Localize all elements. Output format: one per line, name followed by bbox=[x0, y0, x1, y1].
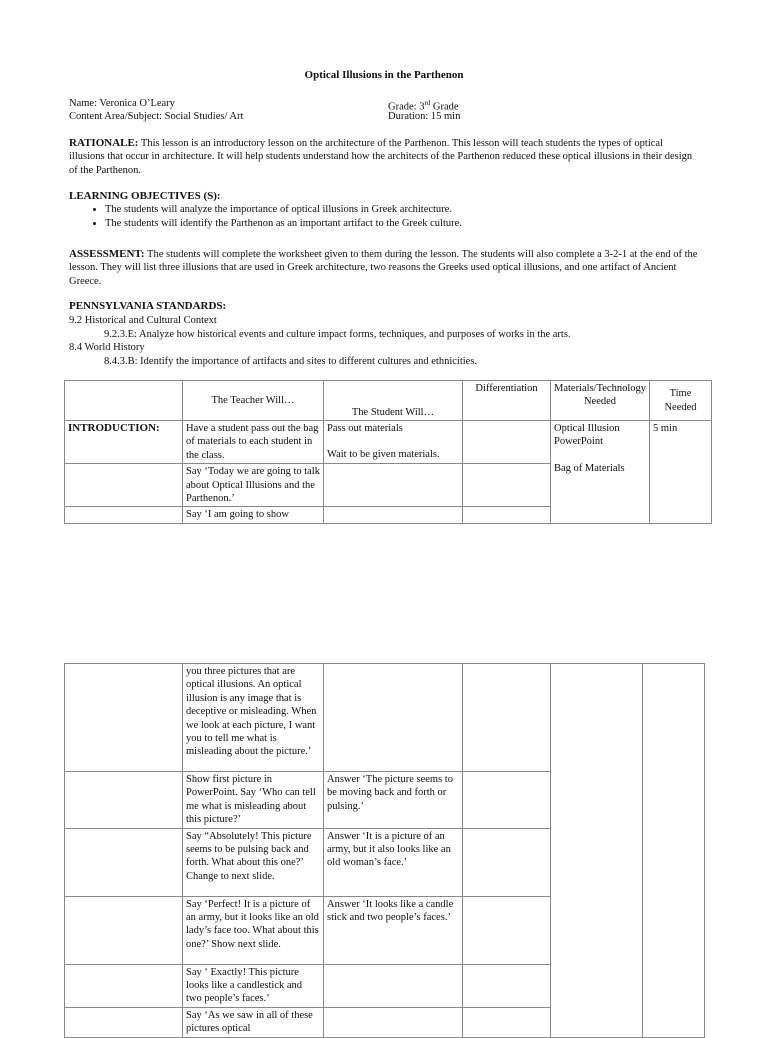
teacher-cell: Say “Absolutely! This picture seems to be pulsing back and forth. What about this one?’ Change to next slide. bbox=[183, 828, 324, 896]
empty-cell bbox=[65, 464, 183, 507]
header-empty bbox=[65, 381, 183, 421]
teacher-cell: Say ‘ Exactly! This picture looks like a candlestick and two people’s faces.’ bbox=[183, 964, 324, 1007]
differentiation-cell bbox=[463, 664, 551, 772]
student-cell: Answer ‘It is a picture of an army, but it also looks like an old woman’s face.’ bbox=[324, 828, 463, 896]
time-cell: 5 min bbox=[650, 421, 712, 524]
teacher-cell: Say ‘Today we are going to talk about Optical Illusions and the Parthenon.’ bbox=[183, 464, 324, 507]
table-header-row bbox=[65, 381, 712, 421]
rationale-heading: RATIONALE: bbox=[69, 137, 139, 149]
materials-cell bbox=[551, 421, 650, 524]
table-row bbox=[65, 421, 712, 464]
empty-cell bbox=[65, 664, 183, 772]
objective-item: • The students will analyze the importance of optical illusions in Greek architecture. bbox=[105, 203, 701, 217]
header-student: The Student Will… bbox=[324, 381, 463, 421]
materials-text: Bag of Materials bbox=[554, 462, 625, 474]
standard-line: 9.2.3.E: Analyze how historical events and culture impact forms, techniques, and purposes of works in the arts. bbox=[104, 329, 571, 340]
content-area-line: Content Area/Subject: Social Studies/ Art bbox=[69, 111, 244, 122]
teacher-cell: you three pictures that are optical illusions. An optical illusion is any image that is deceptive or misleading. When we look at each picture, I want you to tell me what is misleading about the picture.’ bbox=[183, 664, 324, 772]
grade-prefix: Grade: 3 bbox=[388, 101, 425, 113]
assessment-section bbox=[69, 248, 701, 288]
differentiation-cell bbox=[463, 772, 551, 829]
rationale-text: This lesson is an introductory lesson on the architecture of the Parthenon. This lesson will teach students the types of optical illusions that occur in architecture. It will help students understand how the architects of the Parthenon reduced these optical illusions in their design of the Parthenon. bbox=[69, 138, 693, 176]
student-text: Wait to be given materials. bbox=[327, 449, 440, 461]
empty-cell bbox=[65, 772, 183, 829]
lesson-plan-table-continued bbox=[64, 663, 705, 1038]
student-cell bbox=[324, 1007, 463, 1037]
empty-cell bbox=[65, 896, 183, 964]
header-differentiation: Differentiation bbox=[463, 381, 551, 421]
student-cell: Answer ‘It looks like a candle stick and two people’s faces.’ bbox=[324, 896, 463, 964]
differentiation-cell bbox=[463, 1007, 551, 1037]
objective-item: • The students will identify the Parthenon as an important artifact to the Greek culture. bbox=[105, 217, 701, 231]
introduction-label: INTRODUCTION: bbox=[65, 421, 183, 464]
materials-text: Optical Illusion PowerPoint bbox=[554, 423, 620, 448]
lesson-plan-table bbox=[64, 380, 712, 524]
materials-cell bbox=[551, 664, 643, 1038]
grade-suffix: Grade bbox=[430, 101, 459, 113]
differentiation-cell bbox=[463, 896, 551, 964]
grade-superscript: rd bbox=[424, 99, 431, 107]
student-cell bbox=[324, 464, 463, 507]
teacher-cell: Say ‘As we saw in all of these pictures optical bbox=[183, 1007, 324, 1037]
student-cell bbox=[324, 421, 463, 464]
duration-line: Duration: 15 min bbox=[388, 111, 461, 122]
objectives-heading: LEARNING OBJECTIVES (S): bbox=[69, 190, 221, 202]
name-line: Name: Veronica O’Leary bbox=[69, 98, 175, 109]
differentiation-cell bbox=[463, 828, 551, 896]
student-cell bbox=[324, 664, 463, 772]
teacher-cell: Say ‘Perfect! It is a picture of an army, but it looks like an old lady’s face too. What about this one?’ Show next slide. bbox=[183, 896, 324, 964]
teacher-cell: Say ‘I am going to show bbox=[183, 507, 324, 523]
empty-cell bbox=[65, 507, 183, 523]
standard-line: 9.2 Historical and Cultural Context bbox=[69, 315, 217, 326]
document-title: Optical Illusions in the Parthenon bbox=[304, 69, 464, 81]
assessment-heading: ASSESSMENT: bbox=[69, 248, 145, 260]
teacher-cell: Show first picture in PowerPoint. Say ‘Who can tell me what is misleading about this picture?’ bbox=[183, 772, 324, 829]
student-cell bbox=[324, 507, 463, 523]
header-materials: Materials/Technology Needed bbox=[551, 381, 650, 421]
objectives-list bbox=[69, 203, 701, 230]
time-cell bbox=[643, 664, 705, 1038]
standard-line: 8.4 World History bbox=[69, 342, 145, 353]
empty-cell bbox=[65, 1007, 183, 1037]
student-cell bbox=[324, 964, 463, 1007]
differentiation-cell bbox=[463, 964, 551, 1007]
header-teacher: The Teacher Will… bbox=[183, 381, 324, 421]
differentiation-cell bbox=[463, 421, 551, 464]
rationale-section bbox=[69, 137, 701, 177]
objectives-section bbox=[69, 190, 701, 230]
differentiation-cell bbox=[463, 507, 551, 523]
teacher-cell: Have a student pass out the bag of materials to each student in the class. bbox=[183, 421, 324, 464]
empty-cell bbox=[65, 964, 183, 1007]
assessment-text: The students will complete the worksheet given to them during the lesson. The students will also complete a 3-2-1 at the end of the lesson. They will list three illusions that are used in Greek architecture, two reasons the Greeks used optical illusions, and one artifact of Ancient Greece. bbox=[69, 249, 698, 287]
differentiation-cell bbox=[463, 464, 551, 507]
header-time: Time Needed bbox=[650, 381, 712, 421]
standard-line: 8.4.3.B: Identify the importance of artifacts and sites to different cultures and ethnicities. bbox=[104, 356, 478, 367]
standards-heading: PENNSYLVANIA STANDARDS: bbox=[69, 300, 227, 312]
student-text: Pass out materials bbox=[327, 423, 403, 434]
empty-cell bbox=[65, 828, 183, 896]
table-row bbox=[65, 664, 705, 772]
student-cell: Answer ‘The picture seems to be moving back and forth or pulsing.’ bbox=[324, 772, 463, 829]
